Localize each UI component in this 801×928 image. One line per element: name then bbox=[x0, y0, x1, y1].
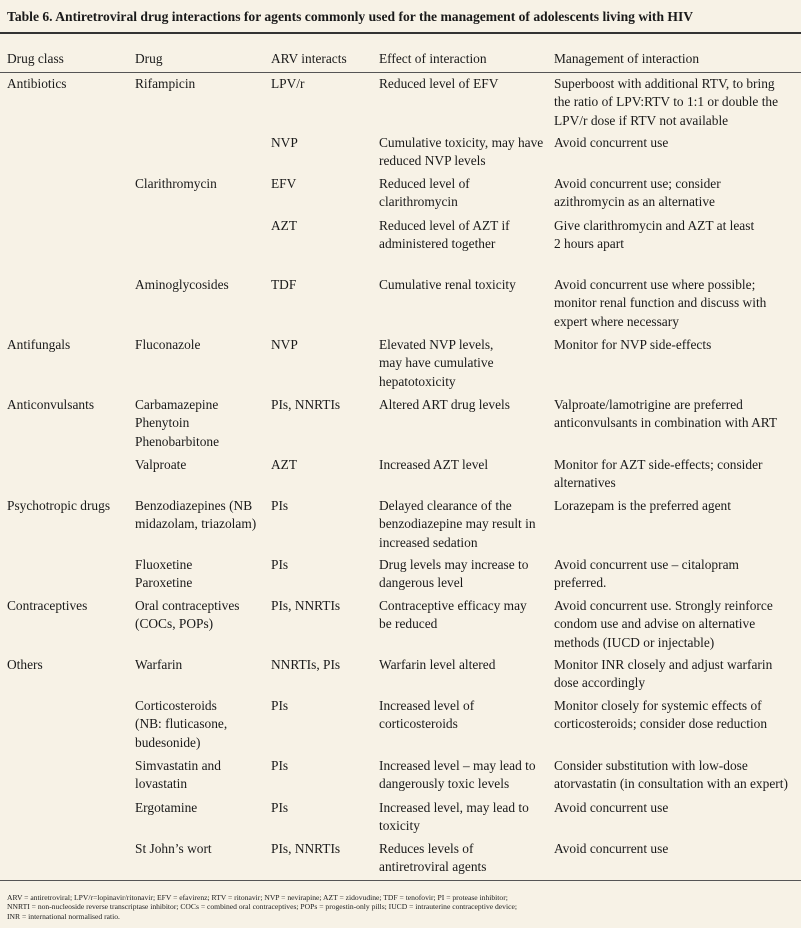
table-title: Table 6. Antiretroviral drug interactions for agents commonly used for the management of adolescents living with HIV bbox=[7, 9, 694, 24]
management-cell: Superboost with additional RTV, to bring the ratio of LPV:RTV to 1:1 or double the LPV/r dose if RTV not available bbox=[554, 76, 779, 128]
drug-class-cell: Psychotropic drugs bbox=[7, 498, 111, 513]
drug-cell: Corticosteroids (NB: fluticasone, budesonide) bbox=[135, 698, 228, 750]
effect-cell: Altered ART drug levels bbox=[379, 397, 510, 412]
header-rule bbox=[0, 72, 801, 73]
table-row bbox=[0, 217, 801, 277]
management-cell: Avoid concurrent use – citalopram preferred. bbox=[554, 557, 739, 591]
header-drug-class: Drug class bbox=[7, 51, 64, 66]
arv-cell: PIs bbox=[271, 698, 289, 713]
drug-cell: Warfarin bbox=[135, 657, 183, 672]
arv-cell: NVP bbox=[271, 337, 298, 352]
drug-cell: Oral contraceptives (COCs, POPs) bbox=[135, 598, 240, 632]
table-row bbox=[0, 396, 801, 456]
management-cell: Monitor closely for systemic effects of corticosteroids; consider dose reduction bbox=[554, 698, 768, 732]
arv-cell: NNRTIs, PIs bbox=[271, 657, 341, 672]
drug-cell: Carbamazepine Phenytoin Phenobarbitone bbox=[135, 397, 220, 449]
arv-cell: NVP bbox=[271, 135, 298, 150]
effect-cell: Increased level – may lead to dangerously toxic levels bbox=[379, 758, 536, 792]
arv-cell: PIs, NNRTIs bbox=[271, 598, 341, 613]
table-row bbox=[0, 597, 801, 657]
effect-cell: Cumulative toxicity, may have reduced NVP levels bbox=[379, 135, 544, 169]
drug-class-cell: Antifungals bbox=[7, 337, 71, 352]
drug-class-cell: Anticonvulsants bbox=[7, 397, 95, 412]
management-cell: Valproate/lamotrigine are preferred anticonvulsants in combination with ART bbox=[554, 397, 778, 431]
arv-cell: PIs, NNRTIs bbox=[271, 397, 341, 412]
effect-cell: Delayed clearance of the benzodiazepine may result in increased sedation bbox=[379, 498, 536, 550]
table-row bbox=[0, 840, 801, 900]
table-row bbox=[0, 276, 801, 336]
drug-cell: Fluoxetine Paroxetine bbox=[135, 557, 193, 591]
drug-cell: Aminoglycosides bbox=[135, 277, 229, 292]
drug-cell: Rifampicin bbox=[135, 76, 196, 91]
effect-cell: Reduced level of EFV bbox=[379, 76, 499, 91]
management-cell: Monitor for AZT side-effects; consider alternatives bbox=[554, 457, 763, 491]
arv-cell: PIs, NNRTIs bbox=[271, 841, 341, 856]
drug-class-cell: Others bbox=[7, 657, 43, 672]
effect-cell: Increased level of corticosteroids bbox=[379, 698, 475, 732]
management-cell: Monitor for NVP side-effects bbox=[554, 337, 712, 352]
footnote: ARV = antiretroviral; LPV/r=lopinavir/ritonavir; EFV = efavirenz; RTV = ritonavir; NVP = nevirapine; AZT = zidovudine; TDF = tenofovir; PI = protease inhibitor; NNRTI = non-nucleoside reverse transcriptase inhibitor; COCs = combined oral contraceptives; POPs = progestin-only pills; IUCD = intrauterine contraceptive device; INR = international normalised ratio. bbox=[7, 893, 517, 921]
table-row bbox=[0, 75, 801, 135]
header-management: Management of interaction bbox=[554, 51, 700, 66]
table-row bbox=[0, 497, 801, 557]
effect-cell: Increased AZT level bbox=[379, 457, 489, 472]
effect-cell: Cumulative renal toxicity bbox=[379, 277, 516, 292]
management-cell: Avoid concurrent use; consider azithromycin as an alternative bbox=[554, 176, 721, 210]
arv-cell: PIs bbox=[271, 498, 289, 513]
arv-cell: PIs bbox=[271, 758, 289, 773]
management-cell: Avoid concurrent use bbox=[554, 841, 669, 856]
arv-cell: LPV/r bbox=[271, 76, 305, 91]
header-effect: Effect of interaction bbox=[379, 51, 487, 66]
management-cell: Avoid concurrent use where possible; monitor renal function and discuss with expert where necessary bbox=[554, 277, 767, 329]
arv-cell: AZT bbox=[271, 218, 298, 233]
drug-cell: Fluconazole bbox=[135, 337, 201, 352]
drug-class-cell: Contraceptives bbox=[7, 598, 88, 613]
management-cell: Give clarithromycin and AZT at least 2 hours apart bbox=[554, 218, 755, 252]
arv-cell: PIs bbox=[271, 800, 289, 815]
drug-cell: Valproate bbox=[135, 457, 187, 472]
table-row bbox=[0, 697, 801, 757]
management-cell: Monitor INR closely and adjust warfarin dose accordingly bbox=[554, 657, 773, 691]
management-cell: Avoid concurrent use bbox=[554, 800, 669, 815]
table-row bbox=[0, 336, 801, 396]
effect-cell: Contraceptive efficacy may be reduced bbox=[379, 598, 527, 632]
drug-class-cell: Antibiotics bbox=[7, 76, 67, 91]
arv-cell: PIs bbox=[271, 557, 289, 572]
arv-cell: TDF bbox=[271, 277, 297, 292]
management-cell: Consider substitution with low-dose atorvastatin (in consultation with an expert) bbox=[554, 758, 788, 792]
arv-cell: EFV bbox=[271, 176, 297, 191]
effect-cell: Reduced level of clarithromycin bbox=[379, 176, 470, 210]
effect-cell: Increased level, may lead to toxicity bbox=[379, 800, 529, 834]
arv-cell: AZT bbox=[271, 457, 298, 472]
effect-cell: Elevated NVP levels, may have cumulative hepatotoxicity bbox=[379, 337, 494, 389]
effect-cell: Reduces levels of antiretroviral agents bbox=[379, 841, 487, 875]
bottom-rule bbox=[0, 880, 801, 881]
top-rule bbox=[0, 32, 801, 34]
header-arv-interacts: ARV interacts bbox=[271, 51, 347, 66]
header-drug: Drug bbox=[135, 51, 163, 66]
drug-cell: St John’s wort bbox=[135, 841, 212, 856]
drug-cell: Clarithromycin bbox=[135, 176, 217, 191]
effect-cell: Drug levels may increase to dangerous level bbox=[379, 557, 529, 591]
management-cell: Lorazepam is the preferred agent bbox=[554, 498, 731, 513]
management-cell: Avoid concurrent use. Strongly reinforce condom use and advise on alternative methods (IUCD or injectable) bbox=[554, 598, 773, 650]
drug-cell: Ergotamine bbox=[135, 800, 198, 815]
drug-cell: Simvastatin and lovastatin bbox=[135, 758, 221, 792]
effect-cell: Warfarin level altered bbox=[379, 657, 496, 672]
drug-cell: Benzodiazepines (NB midazolam, triazolam) bbox=[135, 498, 257, 532]
effect-cell: Reduced level of AZT if administered together bbox=[379, 218, 510, 252]
management-cell: Avoid concurrent use bbox=[554, 135, 669, 150]
